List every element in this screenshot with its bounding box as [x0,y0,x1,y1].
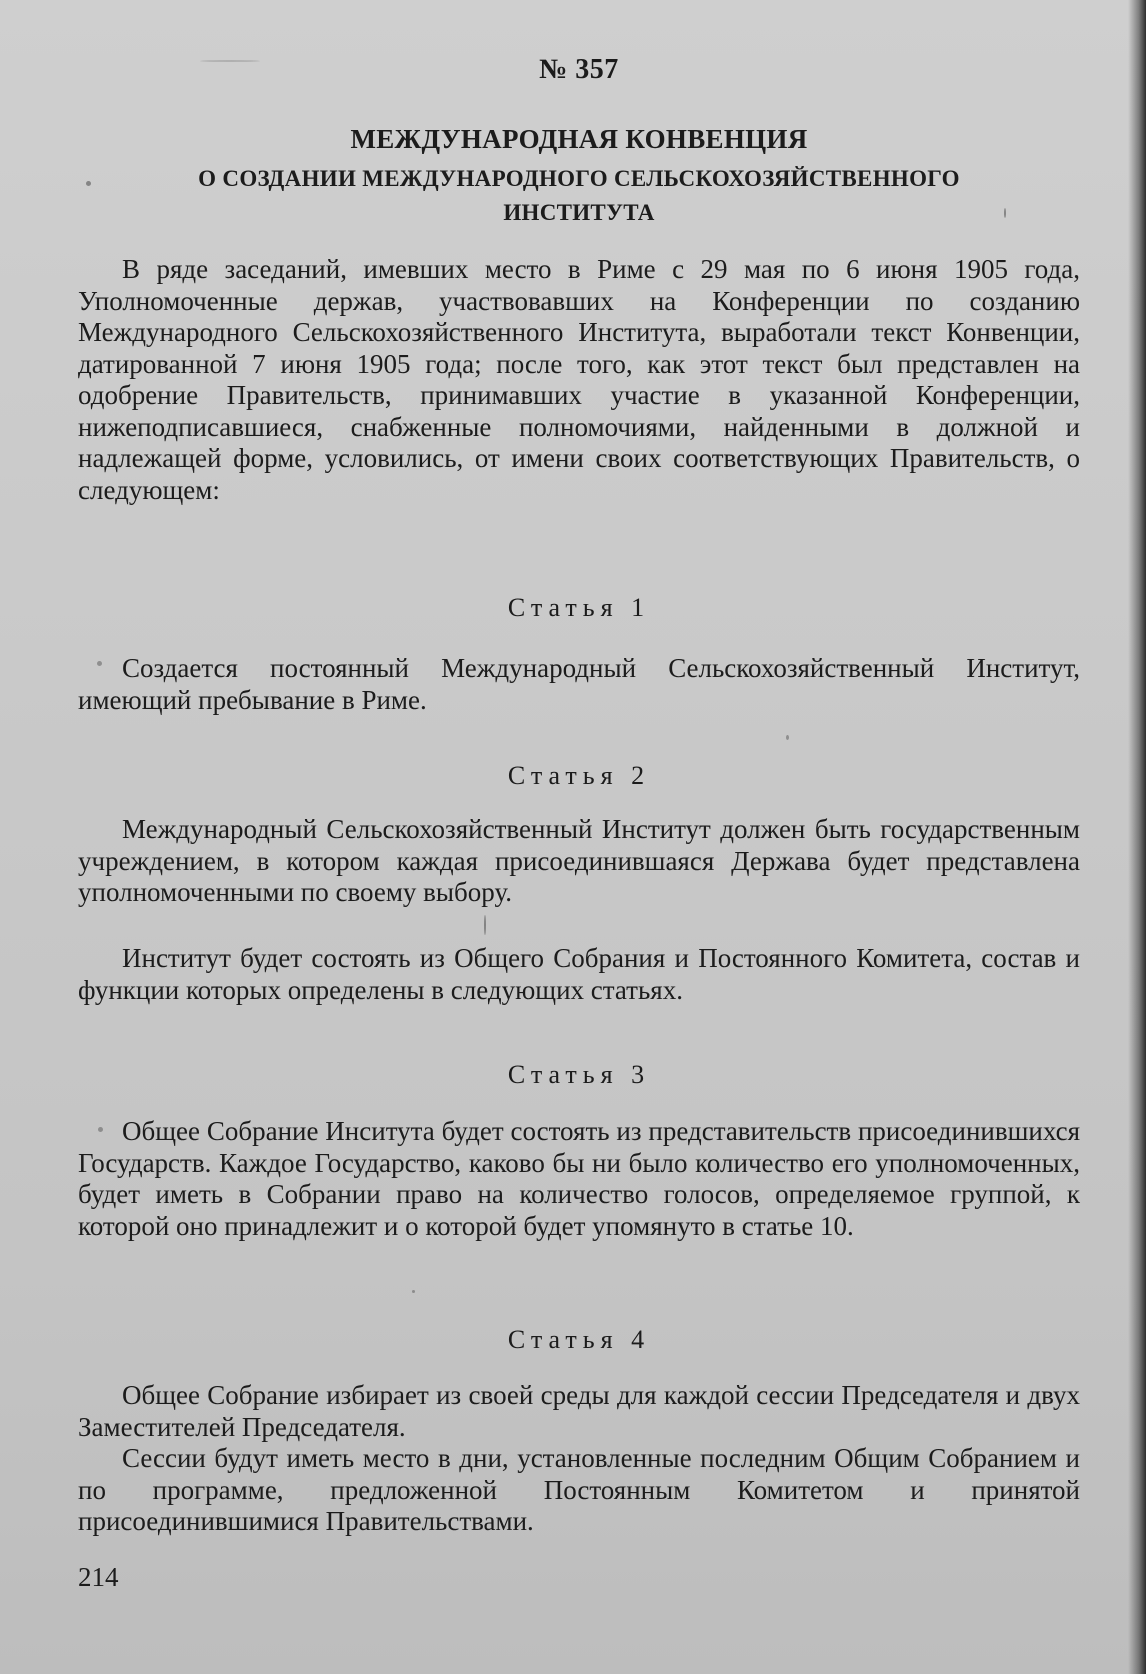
scan-speck [86,181,91,186]
page-edge-shadow [1128,0,1146,1674]
article-2-heading: Статья 2 [507,761,651,790]
scan-speck [97,661,102,666]
scan-speck [412,1290,415,1293]
article-2-paragraph-1: Международный Сельскохозяйственный Институт должен быть государственным учреждением, в котором каждая присоединившаяся Держава будет представлена уполномоченными по своему выбору. [78,814,1080,907]
subtitle-line-2: ИНСТИТУТА [503,200,655,225]
page-number: 214 [78,1562,119,1592]
article-1-heading: Статья 1 [507,593,651,622]
article-3-paragraph-1: Общее Собрание Инситута будет состоять из представительств присоединившихся Государств. Каждое Государство, каково бы ни было количество его уполномоченных, будет иметь в Собрании право на количество голосов, определяемое группой, к которой оно принадлежит и о которой будет упомянуто в статье 10. [78,1116,1080,1241]
article-2-paragraph-2: Институт будет состоять из Общего Собрания и Постоянного Комитета, состав и функции которых определены в следующих статьях. [78,943,1080,1005]
article-4-paragraph-1: Общее Собрание избирает из своей среды для каждой сессии Председателя и двух Заместителей Председателя. [78,1380,1080,1442]
preamble-paragraph: В ряде заседаний, имевших место в Риме с 29 мая по 6 июня 1905 года, Уполномоченные держав, участвовавших на Конференции по созданию Международного Сельскохозяйственного Института, выработали текст Конвенции, датированной 7 июня 1905 года; после того, как этот текст был представлен на одобрение Правительств, принимавших участие в указанной Конференции, нижеподписавшиеся, снабженные полномочиями, найденными в должной и надлежащей форме, условились, от имени своих соответствующих Правительств, о следующем: [78,254,1080,505]
article-4-heading: Статья 4 [507,1325,651,1354]
subtitle-line-1: О СОЗДАНИИ МЕЖДУНАРОДНОГО СЕЛЬСКОХОЗЯЙСТВЕННОГО [198,166,960,191]
document-subtitle [78,162,1080,230]
document-number: № 357 [539,54,619,85]
document-title: МЕЖДУНАРОДНАЯ КОНВЕНЦИЯ [350,124,808,154]
article-3-heading: Статья 3 [507,1060,651,1089]
article-1-paragraph-1: Создается постоянный Международный Сельскохозяйственный Институт, имеющий пребывание в Риме. [78,653,1080,715]
scan-speck [1004,208,1006,218]
article-4-paragraph-2: Сессии будут иметь место в дни, установленные последним Общим Собранием и по программе, предложенной Постоянным Комитетом и принятой присоединившимися Правительствами. [78,1443,1080,1536]
scan-speck [200,60,260,62]
scan-speck [98,1127,103,1132]
scan-speck [786,735,789,740]
scan-speck [484,915,486,935]
